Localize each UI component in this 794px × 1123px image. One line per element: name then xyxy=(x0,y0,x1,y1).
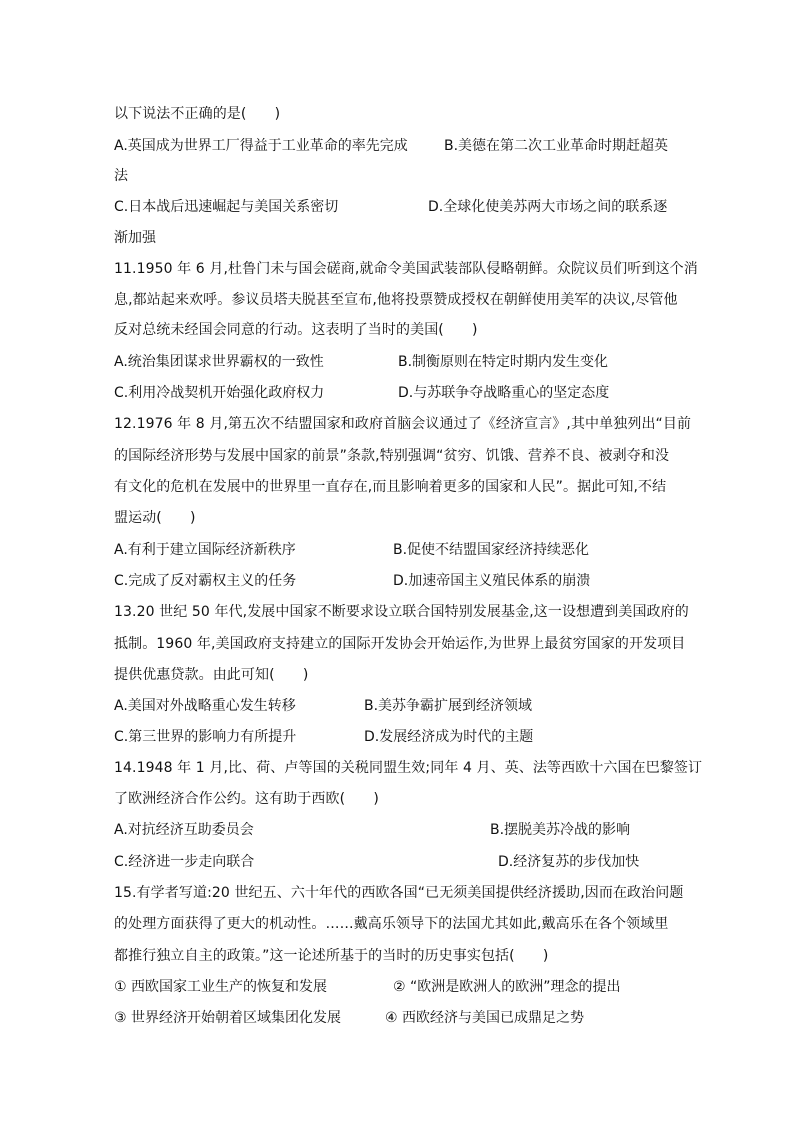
q13-stem-line-3: 提供优惠贷款。由此可知( ) xyxy=(114,667,309,683)
q12-option-d: D.加速帝国主义殖民体系的崩溃 xyxy=(393,573,591,589)
q13-stem-line-2: 抵制。1960 年,美国政府支持建立的国际开发协会开始运作,为世界上最贫穷国家的开发项目 xyxy=(114,636,686,652)
q15-stem-line-2: 的处理方面获得了更大的机动性。……戴高乐领导下的法国尤其如此,戴高乐在各个领域里 xyxy=(114,916,669,932)
q11-option-a: A.统治集团谋求世界霸权的一致性 xyxy=(114,354,324,370)
q14-option-b: B.摆脱美苏冷战的影响 xyxy=(490,822,631,838)
q12-option-b: B.促使不结盟国家经济持续恶化 xyxy=(393,542,590,558)
q12-option-a: A.有利于建立国际经济新秩序 xyxy=(114,542,296,558)
q15-statement-3: ③ 世界经济开始朝着区域集团化发展 xyxy=(114,1010,342,1026)
q15-statement-1: ① 西欧国家工业生产的恢复和发展 xyxy=(114,979,328,995)
q10-option-b-wrap: 法 xyxy=(114,168,128,184)
q12-stem-line-2: 的国际经济形势与发展中国家的前景”条款,特别强调“贫穷、饥饿、营养不良、被剥夺和没 xyxy=(114,448,670,464)
q15-stem-line-1: 15.有学者写道:20 世纪五、六十年代的西欧各国“已无须美国提供经济援助,因而在政治问题 xyxy=(114,885,684,901)
q13-option-d: D.发展经济成为时代的主题 xyxy=(364,729,534,745)
q10-option-a: A.英国成为世界工厂得益于工业革命的率先完成 xyxy=(114,138,408,154)
q15-statement-4: ④ 西欧经济与美国已成鼎足之势 xyxy=(385,1010,585,1026)
q14-option-d: D.经济复苏的步伐加快 xyxy=(498,854,640,870)
q12-stem-line-1: 12.1976 年 8 月,第五次不结盟国家和政府首脑会议通过了《经济宣言》,其中单独列出“目前 xyxy=(114,416,692,432)
q11-option-c: C.利用冷战契机开始强化政府权力 xyxy=(114,385,325,401)
q13-option-a: A.美国对外战略重心发生转移 xyxy=(114,698,296,714)
q11-stem-line-2: 息,都站起来欢呼。参议员塔夫脱甚至宣布,他将投票赞成授权在朝鲜使用美军的决议,尽管他 xyxy=(114,292,678,308)
q12-option-c: C.完成了反对霸权主义的任务 xyxy=(114,573,297,589)
q14-option-a: A.对抗经济互助委员会 xyxy=(114,822,254,838)
q15-statement-2: ② “欧洲是欧洲人的欧洲”理念的提出 xyxy=(393,979,621,995)
q15-stem-line-3: 都推行独立自主的政策。”这一论述所基于的当时的历史事实包括( ) xyxy=(114,948,549,964)
q12-stem-line-3: 有文化的危机在发展中的世界里一直存在,而且影响着更多的国家和人民”。据此可知,不结 xyxy=(114,479,667,495)
q11-option-d: D.与苏联争夺战略重心的坚定态度 xyxy=(398,385,610,401)
q14-option-c: C.经济进一步走向联合 xyxy=(114,854,255,870)
q11-stem-line-1: 11.1950 年 6 月,杜鲁门未与国会磋商,就命令美国武装部队侵略朝鲜。众院议员们听到这个消 xyxy=(114,261,698,277)
q10-option-c: C.日本战后迅速崛起与美国关系密切 xyxy=(114,199,339,215)
q14-stem-line-1: 14.1948 年 1 月,比、荷、卢等国的关税同盟生效;同年 4 月、英、法等西欧十六国在巴黎签订 xyxy=(114,760,703,776)
q11-option-b: B.制衡原则在特定时期内发生变化 xyxy=(398,354,609,370)
q10-option-d: D.全球化使美苏两大市场之间的联系逐 xyxy=(428,199,668,215)
q10-stem-end: 以下说法不正确的是( ) xyxy=(114,106,281,122)
q13-option-b: B.美苏争霸扩展到经济领域 xyxy=(364,698,533,714)
q11-stem-line-3: 反对总统未经国会同意的行动。这表明了当时的美国( ) xyxy=(114,322,478,338)
q12-stem-line-4: 盟运动( ) xyxy=(114,510,196,526)
q10-option-d-wrap: 渐加强 xyxy=(114,230,156,246)
q13-stem-line-1: 13.20 世纪 50 年代,发展中国家不断要求设立联合国特别发展基金,这一设想遭到美国政府的 xyxy=(114,604,689,620)
q10-option-b: B.美德在第二次工业革命时期赶超英 xyxy=(444,138,669,154)
q14-stem-line-2: 了欧洲经济合作公约。这有助于西欧( ) xyxy=(114,791,379,807)
q13-option-c: C.第三世界的影响力有所提升 xyxy=(114,729,297,745)
